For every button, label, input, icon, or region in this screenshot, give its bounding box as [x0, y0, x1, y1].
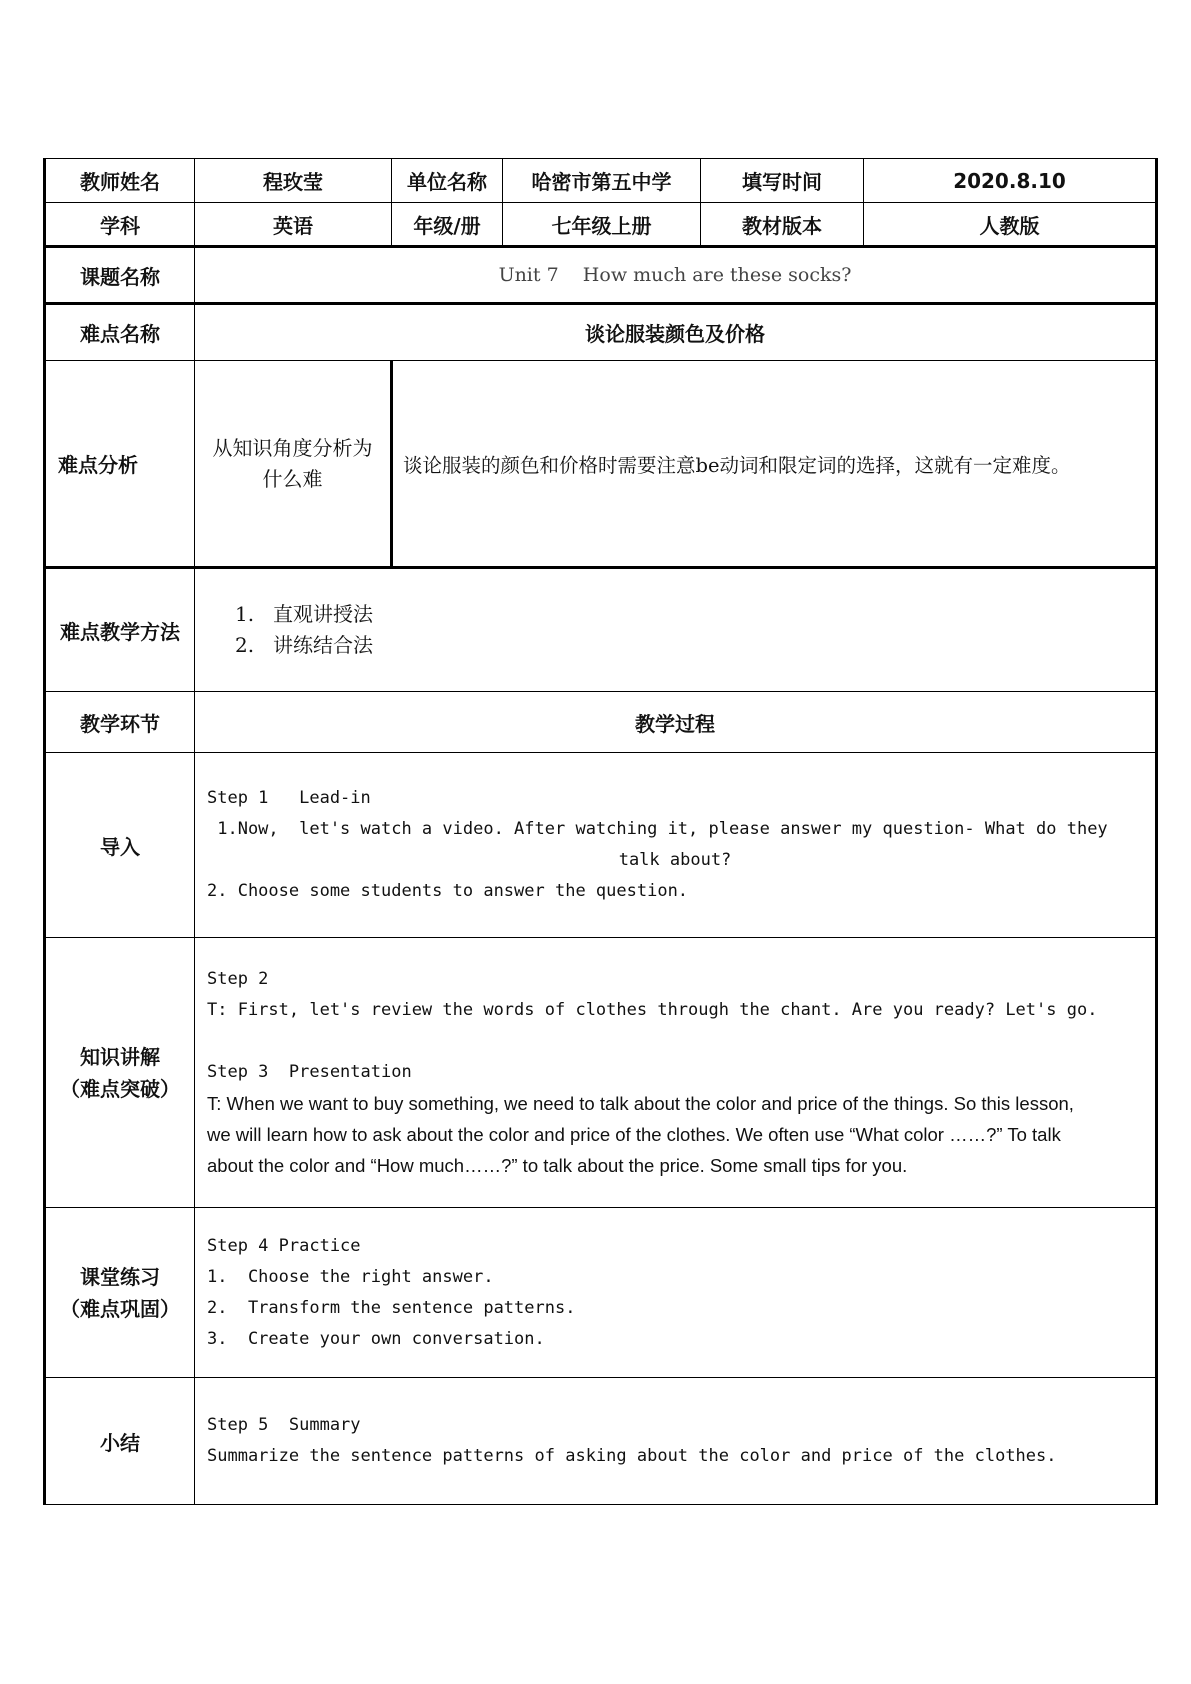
methods-item-text: 讲练结合法	[273, 633, 373, 657]
knowledge-line: about the color and “How much……?” to talk about the price. Some small tips for you.	[207, 1155, 908, 1176]
knowledge-line: we will learn how to ask about the color and price of the clothes. We often use “What color ……?” To talk	[207, 1124, 1061, 1145]
practice-label-line-2: （难点巩固）	[60, 1296, 180, 1321]
knowledge-spacer	[207, 1026, 1143, 1057]
methods-row	[45, 568, 1157, 692]
knowledge-label-line-1: 知识讲解	[80, 1044, 160, 1069]
unit-label: 单位名称	[392, 159, 503, 203]
knowledge-line: Step 2	[207, 969, 269, 989]
topic-row	[45, 247, 1157, 304]
summary-label: 小结	[45, 1378, 195, 1505]
methods-item	[235, 630, 1155, 661]
methods-list	[195, 568, 1157, 692]
unit-value: 哈密市第五中学	[503, 159, 701, 203]
intro-line: 1.Now, let's watch a video. After watching it, please answer my question- What do they	[207, 819, 1108, 839]
intro-line: talk about?	[618, 850, 732, 870]
knowledge-step3: Step 3 Presentation	[207, 1062, 412, 1082]
difficulty-label: 难点名称	[45, 304, 195, 361]
edition-value: 人教版	[864, 203, 1157, 247]
practice-line: Step 4 Practice	[207, 1235, 361, 1256]
process-title: 教学过程	[195, 692, 1157, 753]
knowledge-label	[45, 938, 195, 1208]
summary-content	[195, 1378, 1157, 1505]
subject-label: 学科	[45, 203, 195, 247]
intro-line: 2. Choose some students to answer the question.	[207, 881, 689, 901]
intro-row	[45, 753, 1157, 938]
analysis-row	[45, 361, 1157, 568]
practice-line: 1. Choose the right answer.	[207, 1266, 494, 1287]
topic-label: 课题名称	[45, 247, 195, 304]
practice-line: 3. Create your own conversation.	[207, 1328, 545, 1349]
knowledge-label-line-2: （难点突破）	[60, 1076, 180, 1101]
knowledge-content	[195, 938, 1157, 1208]
summary-line: Step 5 Summary	[207, 1415, 361, 1435]
knowledge-row	[45, 938, 1157, 1208]
practice-line: 2. Transform the sentence patterns.	[207, 1297, 576, 1318]
methods-item-number: 1.	[235, 602, 255, 626]
date-label: 填写时间	[701, 159, 864, 203]
header-row-1	[45, 159, 1157, 203]
methods-item-number: 2.	[235, 633, 255, 657]
difficulty-row	[45, 304, 1157, 361]
teacher-value: 程玫莹	[195, 159, 392, 203]
analysis-sub-label-line-1: 从知识角度分析为	[212, 435, 373, 460]
topic-value: Unit 7 How much are these socks?	[195, 247, 1157, 304]
grade-label: 年级/册	[392, 203, 503, 247]
analysis-sub-label	[195, 361, 392, 568]
practice-label	[45, 1208, 195, 1378]
grade-value: 七年级上册	[503, 203, 701, 247]
summary-line: Summarize the sentence patterns of asking about the color and price of the clothes.	[207, 1446, 1057, 1466]
edition-label: 教材版本	[701, 203, 864, 247]
intro-line: Step 1 Lead-in	[207, 788, 371, 808]
methods-item	[235, 599, 1155, 630]
methods-label: 难点教学方法	[45, 568, 195, 692]
date-value: 2020.8.10	[864, 159, 1157, 203]
analysis-label: 难点分析	[45, 361, 195, 568]
practice-row	[45, 1208, 1157, 1378]
process-header-row	[45, 692, 1157, 753]
subject-value: 英语	[195, 203, 392, 247]
summary-row	[45, 1378, 1157, 1505]
process-label: 教学环节	[45, 692, 195, 753]
knowledge-line: T: When we want to buy something, we need to talk about the color and price of the things. So this lesson,	[207, 1093, 1074, 1114]
practice-content	[195, 1208, 1157, 1378]
intro-content	[195, 753, 1157, 938]
intro-label: 导入	[45, 753, 195, 938]
analysis-text: 谈论服装的颜色和价格时需要注意be动词和限定词的选择，这就有一定难度。	[392, 361, 1157, 568]
teacher-label: 教师姓名	[45, 159, 195, 203]
knowledge-line: T: First, let's review the words of clothes through the chant. Are you ready? Let's go.	[207, 1000, 1098, 1020]
header-row-2	[45, 203, 1157, 247]
lesson-plan-table	[43, 158, 1158, 1505]
difficulty-value: 谈论服装颜色及价格	[195, 304, 1157, 361]
practice-label-line-1: 课堂练习	[80, 1264, 160, 1289]
analysis-sub-label-line-2: 什么难	[262, 466, 323, 491]
methods-item-text: 直观讲授法	[273, 602, 373, 626]
